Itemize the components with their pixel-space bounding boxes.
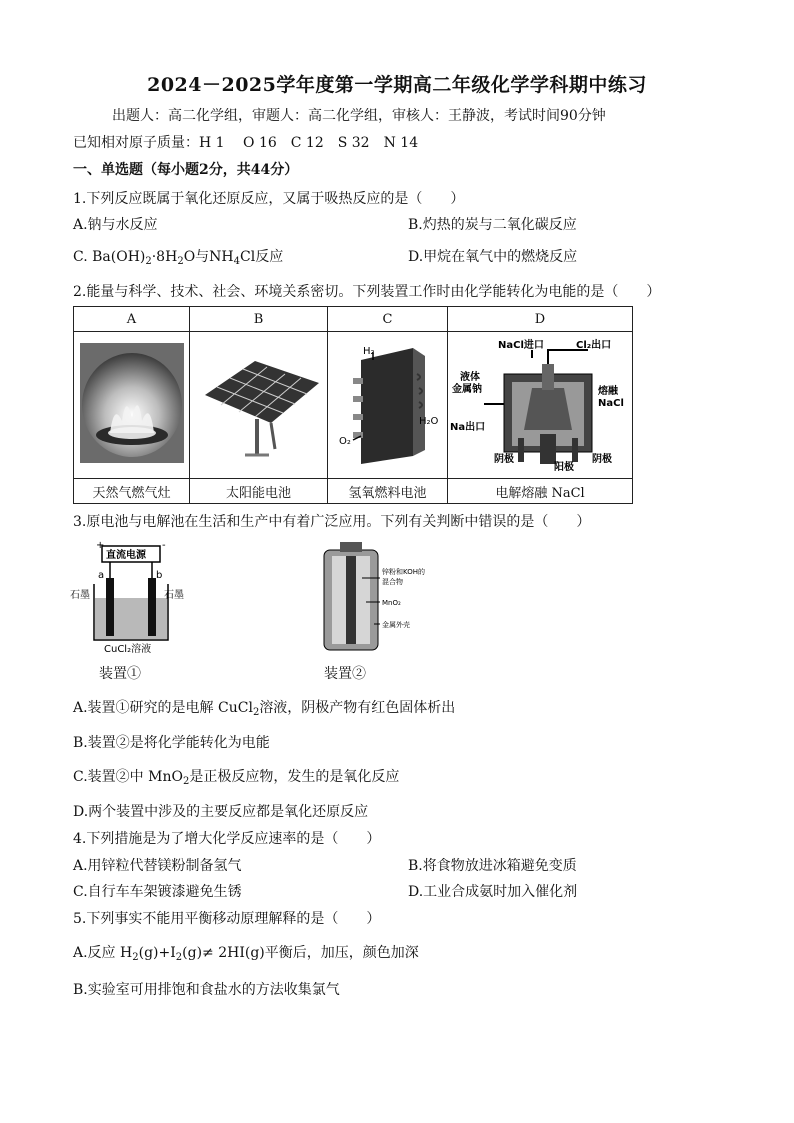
fuel-cell-image — [328, 332, 448, 479]
q4-option-c: C.自行车车架镀漆避免生锈 — [73, 884, 242, 900]
q1-option-b: B.灼热的炭与二氧化碳反应 — [408, 217, 577, 233]
graphite-left-label: 石墨 — [70, 590, 90, 601]
q5-stem: 5.下列事实不能用平衡移动原理解释的是（ ） — [73, 911, 381, 927]
molten-nacl-label: 熔融 — [598, 386, 618, 397]
q1-stem: 1.下列反应既属于氧化还原反应，又属于吸热反应的是（ ） — [73, 191, 465, 207]
q3-option-c: C.装置②中 MnO$_2$是正极反应物，发生的是氧化反应 — [73, 769, 400, 787]
nacl-inlet-label: NaCl进口 — [498, 340, 544, 351]
section-heading: 一、单选题（每小题2分，共44分） — [73, 162, 299, 178]
mno2-label: MnO₂ — [382, 599, 401, 607]
atomic-masses: 已知相对原子质量：H 1 O 16 C 12 S 32 N 14 — [73, 135, 419, 151]
q3-option-a: A.装置①研究的是电解 CuCl$_2$溶液，阴极产物有红色固体析出 — [73, 700, 456, 718]
q1-option-d: D.甲烷在氧气中的燃烧反应 — [408, 249, 578, 265]
liquid-sodium-label: 液体 — [460, 372, 480, 383]
electrode-a-label: a — [98, 570, 105, 581]
fuel-cell-o2-label: O₂ — [338, 436, 351, 447]
electrolysis-cell-image — [448, 332, 633, 479]
device-2-figure — [320, 540, 450, 656]
q5-option-a: A.反应 $H_2(g)+I_2(g)\ne 2HI(g)$平衡后，加压，颜色加深 — [73, 945, 419, 963]
q2-header-d: D — [448, 307, 633, 332]
q2-header-c: C — [328, 307, 448, 332]
q4-stem: 4.下列措施是为了增大化学反应速率的是（ ） — [73, 831, 381, 847]
dc-power-label: 直流电源 — [106, 550, 146, 561]
q4-option-d: D.工业合成氨时加入催化剂 — [408, 884, 578, 900]
device-1-label: 装置① — [99, 666, 141, 682]
q4-option-a: A.用锌粒代替镁粉制备氢气 — [73, 858, 242, 874]
q3-option-d: D.两个装置中涉及的主要反应都是氧化还原反应 — [73, 804, 369, 820]
fuel-cell-h2o-label: H₂O — [418, 416, 438, 427]
q2-header-a: A — [74, 307, 190, 332]
minus-terminal: - — [162, 540, 166, 551]
q2-caption-c: 氢氧燃料电池 — [328, 479, 448, 504]
q2-caption-b: 太阳能电池 — [190, 479, 328, 504]
q2-caption-d: 电解熔融 NaCl — [448, 479, 633, 504]
cathode-label-2: 阴极 — [592, 454, 612, 465]
q1-option-a: A.钠与水反应 — [73, 217, 158, 233]
graphite-right-label: 石墨 — [164, 590, 184, 601]
cl2-outlet-label: Cl₂出口 — [576, 340, 612, 351]
device-2-label: 装置② — [324, 666, 366, 682]
q1-option-c: C. $Ba(OH)_2\cdot 8H_2O$与$NH_4Cl$反应 — [73, 249, 284, 267]
q2-caption-a: 天然气燃气灶 — [74, 479, 190, 504]
zinc-koh-label: 锌粉和KOH的 — [382, 568, 425, 576]
fuel-cell-h2-label: H₂ — [362, 346, 375, 357]
gas-stove-image — [74, 332, 190, 479]
cathode-label-1: 阴极 — [494, 454, 514, 465]
q2-stem: 2.能量与科学、技术、社会、环境关系密切。下列装置工作时由化学能转化为电能的是（ ） — [73, 284, 661, 300]
molten-nacl-label-2: NaCl — [598, 398, 624, 409]
electrode-b-label: b — [156, 570, 163, 581]
zinc-koh-label-2: 混合物 — [382, 578, 403, 586]
device-1-figure — [70, 540, 190, 656]
na-outlet-label: Na出口 — [450, 422, 486, 433]
cucl2-solution-label: CuCl₂溶液 — [104, 644, 152, 655]
plus-terminal: + — [96, 540, 105, 551]
q5-option-b: B.实验室可用排饱和食盐水的方法收集氯气 — [73, 982, 340, 998]
q4-option-b: B.将食物放进冰箱避免变质 — [408, 858, 577, 874]
page-title: 2024－2025学年度第一学期高二年级化学学科期中练习 — [147, 74, 647, 96]
author-line: 出题人：高二化学组，审题人：高二化学组，审核人：王静波，考试时间90分钟 — [112, 108, 606, 124]
q3-option-b: B.装置②是将化学能转化为电能 — [73, 735, 270, 751]
liquid-sodium-label-2: 金属钠 — [452, 384, 482, 395]
q2-options-table — [73, 306, 633, 504]
q2-header-b: B — [190, 307, 328, 332]
anode-label: 阳极 — [554, 462, 574, 472]
metal-shell-label: 金属外壳 — [382, 621, 410, 629]
q3-stem: 3.原电池与电解池在生活和生产中有着广泛应用。下列有关判断中错误的是（ ） — [73, 514, 591, 530]
solar-panel-image — [190, 332, 328, 479]
